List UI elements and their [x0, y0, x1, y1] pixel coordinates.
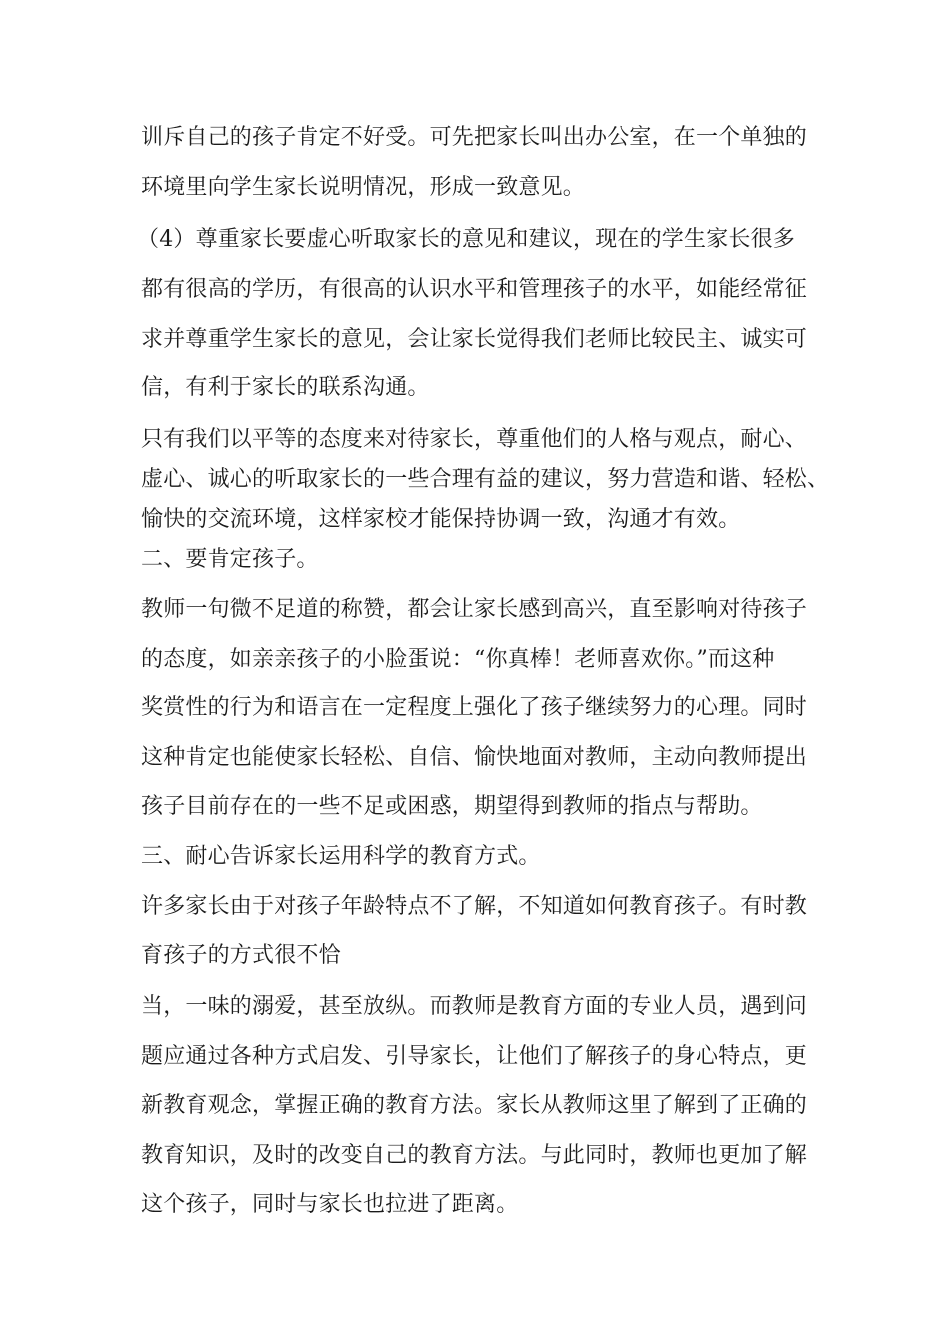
text-line: 的态度，如亲亲孩子的小脸蛋说：“你真棒！老师喜欢你。”而这种	[141, 647, 775, 672]
text-line: 训斥自己的孩子肯定不好受。可先把家长叫出办公室，在一个单独的	[141, 125, 808, 150]
text-line: 只有我们以平等的态度来对待家长，尊重他们的人格与观点，耐心、	[141, 427, 808, 452]
text-line: 教育知识，及时的改变自己的教育方法。与此同时，教师也更加了解	[141, 1143, 808, 1168]
text-line: 求并尊重学生家长的意见，会让家长觉得我们老师比较民主、诚实可	[141, 327, 808, 352]
section-heading: 二、要肯定孩子。	[141, 547, 319, 572]
text-line: 都有很高的学历，有很高的认识水平和管理孩子的水平，如能经常征	[141, 277, 808, 302]
text-line: 虚心、诚心的听取家长的一些合理有益的建议，努力营造和谐、轻松、	[141, 467, 830, 492]
section-heading: 三、耐心告诉家长运用科学的教育方式。	[141, 844, 541, 869]
text-line: 当，一味的溺爱，甚至放纵。而教师是教育方面的专业人员，遇到问	[141, 994, 808, 1019]
text-line: 这种肯定也能使家长轻松、自信、愉快地面对教师，主动向教师提出	[141, 745, 808, 770]
text-line: 孩子目前存在的一些不足或困惑，期望得到教师的指点与帮助。	[141, 794, 763, 819]
text-line: 教师一句微不足道的称赞，都会让家长感到高兴，直至影响对待孩子	[141, 597, 808, 622]
text-line: 许多家长由于对孩子年龄特点不了解，不知道如何教育孩子。有时教	[141, 894, 808, 919]
text-line: 奖赏性的行为和语言在一定程度上强化了孩子继续努力的心理。同时	[141, 695, 808, 720]
text-line: 信，有利于家长的联系沟通。	[141, 375, 430, 400]
text-line: （4）尊重家长要虚心听取家长的意见和建议，现在的学生家长很多	[137, 227, 795, 252]
text-line: 环境里向学生家长说明情况，形成一致意见。	[141, 175, 586, 200]
text-line: 题应通过各种方式启发、引导家长，让他们了解孩子的身心特点，更	[141, 1044, 808, 1069]
text-line: 新教育观念，掌握正确的教育方法。家长从教师这里了解到了正确的	[141, 1093, 808, 1118]
text-line: 育孩子的方式很不恰	[141, 943, 341, 968]
text-line: 这个孩子，同时与家长也拉进了距离。	[141, 1192, 519, 1217]
text-line: 愉快的交流环境，这样家校才能保持协调一致，沟通才有效。	[141, 507, 741, 532]
